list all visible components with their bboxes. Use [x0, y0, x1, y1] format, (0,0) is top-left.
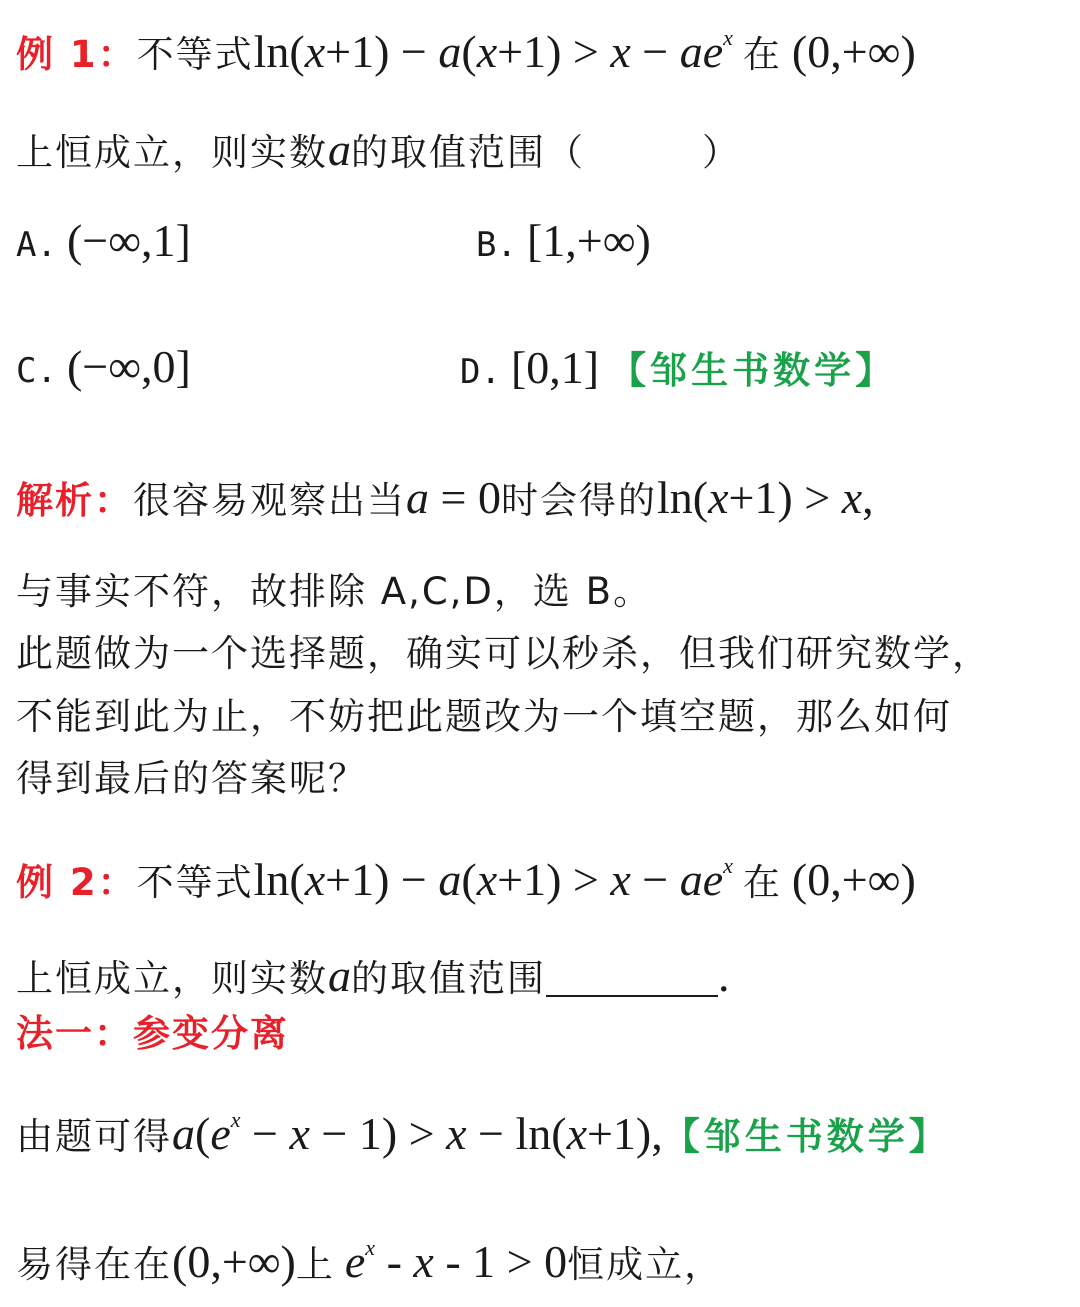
ex2-line2: [16, 948, 730, 1003]
ex1-text2: 在: [742, 33, 782, 76]
option-c-label: C.: [16, 351, 57, 391]
method1-math: $a(e^x - x - 1) > x - \ln(x+1)$,: [172, 1107, 663, 1159]
ex2-text1: 不等式: [136, 861, 254, 904]
ex2-label: 例 2：: [16, 861, 137, 904]
method1-line2-text1: 易得在在: [16, 1243, 172, 1286]
option-a-label: A.: [16, 225, 57, 265]
ex1-line2: [16, 122, 741, 177]
ex1-line2-a: 上恒成立，则实数: [16, 131, 328, 174]
ex2-inequality: $\ln(x+1) - a(x+1) > x - ae^x$: [253, 853, 733, 905]
method1-line2-text3: 恒成立，: [567, 1243, 724, 1286]
watermark-1: 【邹生书数学】: [609, 349, 897, 392]
analysis-line3: 此题做为一个选择题，确实可以秒杀，但我们研究数学，: [16, 632, 991, 675]
ex1-line1: [16, 24, 916, 79]
ex1-inequality: $\ln(x+1) - a(x+1) > x - ae^x$: [253, 25, 733, 77]
method1-line2-math: $e^x - x - 1 > 0$: [344, 1235, 568, 1287]
analysis-math2: ln(x+1) > x,: [656, 472, 874, 523]
analysis-line4: 不能到此为止，不妨把此题改为一个填空题，那么如何: [16, 695, 952, 738]
option-b-label: B.: [476, 225, 517, 265]
option-d-value: [0,1]: [510, 342, 600, 393]
method1-line2-text2: 上: [295, 1243, 335, 1286]
ex2-period: .: [718, 950, 730, 1001]
watermark-2: 【邹生书数学】: [662, 1115, 950, 1158]
answer-blank: [546, 959, 718, 997]
ex2-interval: (0,+∞): [791, 854, 916, 905]
ex2-line1: [16, 852, 916, 907]
ex1-var-a: a: [328, 124, 351, 175]
method1-line2-interval: (0,+∞): [172, 1236, 296, 1287]
analysis-line1: [16, 470, 874, 525]
analysis-text2: 时会得的: [500, 479, 657, 522]
ex2-var-a: a: [328, 950, 351, 1001]
option-b-value: [1,+∞): [526, 215, 651, 266]
analysis-line2: 与事实不符，故排除 A,C,D，选 B。: [16, 570, 653, 613]
option-c-value: (−∞,0]: [66, 341, 191, 392]
method1-line1: [16, 1106, 950, 1161]
analysis-line5: 得到最后的答案呢？: [16, 757, 367, 800]
option-a-value: (−∞,1]: [66, 215, 191, 266]
analysis-math1: a = 0: [406, 472, 501, 523]
ex2-text2: 在: [742, 861, 782, 904]
analysis-text1: 很容易观察出当: [133, 479, 406, 522]
option-d: [460, 340, 896, 394]
option-a: [16, 214, 191, 267]
ex1-text1: 不等式: [136, 33, 254, 76]
method1-text: 由题可得: [16, 1115, 172, 1158]
option-c: [16, 340, 191, 393]
ex2-line2-a: 上恒成立，则实数: [16, 957, 328, 1000]
ex1-line2-b: 的取值范围（ ）: [351, 131, 741, 174]
option-d-label: D.: [460, 352, 501, 392]
analysis-label: 解析：: [16, 479, 133, 522]
ex1-interval: (0,+∞): [791, 26, 916, 77]
ex2-line2-b: 的取值范围: [351, 957, 546, 1000]
method1-label: 法一：参变分离: [16, 1012, 289, 1055]
method1-line2: [16, 1234, 723, 1289]
option-b: [476, 214, 651, 267]
ex1-label: 例 1：: [16, 33, 137, 76]
